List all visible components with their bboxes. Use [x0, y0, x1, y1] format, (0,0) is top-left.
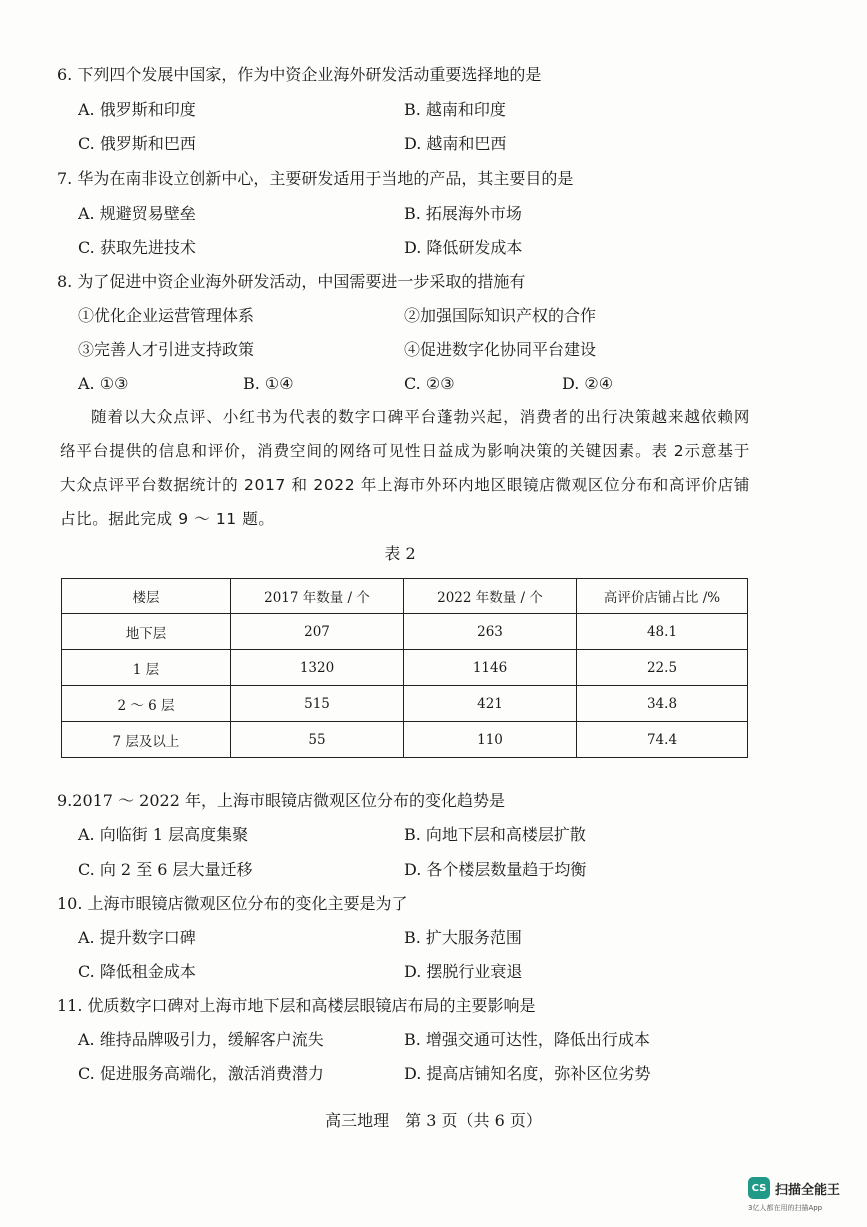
- table-header-cell: 楼层: [62, 579, 231, 614]
- scanner-badge: [748, 1177, 840, 1199]
- passage-line-4: 高评价店铺占比。据此完成 9 ～ 11 题。: [60, 476, 750, 528]
- question-7-option-b: B. 拓展海外市场: [404, 204, 522, 223]
- table-cell: 421: [404, 686, 577, 722]
- table-cell: 7 层及以上: [62, 722, 231, 758]
- table-cell: 207: [231, 614, 404, 650]
- table-row: [62, 686, 748, 722]
- table-cell: 地下层: [62, 614, 231, 650]
- question-9-option-b: B. 向地下层和高楼层扩散: [404, 825, 586, 844]
- question-8-option-d: D. ②④: [562, 374, 614, 393]
- passage-line-3: 示意基于大众点评平台数据统计的 2017 和 2022 年上海市外环内地区眼镜店微观区位分布和: [60, 442, 750, 494]
- question-8-statement-1: ①优化企业运营管理体系: [78, 306, 255, 325]
- question-6-stem: 6. 下列四个发展中国家，作为中资企业海外研发活动重要选择地的是: [57, 65, 542, 84]
- passage-line-2: 赖网络平台提供的信息和评价，消费空间的网络可见性日益成为影响决策的关键因素。表 2: [60, 408, 750, 460]
- camscanner-logo-icon: CS: [748, 1177, 770, 1199]
- question-11-option-d: D. 提高店铺知名度，弥补区位劣势: [404, 1064, 651, 1083]
- question-8-option-c: C. ②③: [404, 374, 455, 393]
- question-9-stem: 9.2017 ～ 2022 年，上海市眼镜店微观区位分布的变化趋势是: [57, 791, 505, 810]
- table-cell: 1146: [404, 650, 577, 686]
- table-caption: 表 2: [384, 544, 416, 563]
- question-10-option-c: C. 降低租金成本: [78, 962, 196, 981]
- question-10-stem: 10. 上海市眼镜店微观区位分布的变化主要是为了: [57, 894, 408, 913]
- table-cell: 55: [231, 722, 404, 758]
- scanner-app-name: 扫描全能王: [775, 1182, 841, 1198]
- table-row: [62, 650, 748, 686]
- question-8-stem: 8. 为了促进中资企业海外研发活动，中国需要进一步采取的措施有: [57, 272, 526, 291]
- question-7-option-a: A. 规避贸易壁垒: [78, 204, 196, 223]
- question-10-option-d: D. 摆脱行业衰退: [404, 962, 523, 981]
- passage-line-1: 随着以大众点评、小红书为代表的数字口碑平台蓬勃兴起，消费者的出行决策越来越依: [91, 408, 718, 426]
- question-6-option-d: D. 越南和巴西: [404, 134, 507, 153]
- scanner-tagline: 3亿人都在用的扫描App: [748, 1204, 823, 1212]
- passage: [60, 400, 750, 536]
- page-footer: 高三地理 第 3 页（共 6 页）: [325, 1111, 542, 1130]
- table-header-row: [62, 579, 748, 614]
- question-9-option-a: A. 向临街 1 层高度集聚: [78, 825, 249, 844]
- table-cell: 1 层: [62, 650, 231, 686]
- question-8-statement-4: ④促进数字化协同平台建设: [404, 340, 597, 359]
- table-cell: 48.1: [577, 614, 748, 650]
- table-cell: 110: [404, 722, 577, 758]
- table-cell: 34.8: [577, 686, 748, 722]
- question-10-option-b: B. 扩大服务范围: [404, 928, 522, 947]
- question-11-option-a: A. 维持品牌吸引力，缓解客户流失: [78, 1030, 324, 1049]
- question-9-option-c: C. 向 2 至 6 层大量迁移: [78, 860, 253, 879]
- question-8-statement-3: ③完善人才引进支持政策: [78, 340, 255, 359]
- table-cell: 22.5: [577, 650, 748, 686]
- question-8-statement-2: ②加强国际知识产权的合作: [404, 306, 597, 325]
- data-table: [61, 578, 748, 758]
- table-header-cell: 2022 年数量 / 个: [404, 579, 577, 614]
- question-10-option-a: A. 提升数字口碑: [78, 928, 196, 947]
- question-11-stem: 11. 优质数字口碑对上海市地下层和高楼层眼镜店布局的主要影响是: [57, 996, 536, 1015]
- question-6-option-c: C. 俄罗斯和巴西: [78, 134, 196, 153]
- table-row: [62, 614, 748, 650]
- question-7-option-d: D. 降低研发成本: [404, 238, 523, 257]
- table-cell: 2 ～ 6 层: [62, 686, 231, 722]
- table-header-cell: 高评价店铺占比 /%: [577, 579, 748, 614]
- question-8-option-b: B. ①④: [243, 374, 294, 393]
- question-9-option-d: D. 各个楼层数量趋于均衡: [404, 860, 587, 879]
- table-cell: 515: [231, 686, 404, 722]
- table-cell: 74.4: [577, 722, 748, 758]
- question-8-option-a: A. ①③: [78, 374, 129, 393]
- table-header-cell: 2017 年数量 / 个: [231, 579, 404, 614]
- question-11-option-c: C. 促进服务高端化，激活消费潜力: [78, 1064, 324, 1083]
- table-row: [62, 722, 748, 758]
- question-6-option-a: A. 俄罗斯和印度: [78, 100, 196, 119]
- table-cell: 263: [404, 614, 577, 650]
- question-6-option-b: B. 越南和印度: [404, 100, 506, 119]
- question-7-option-c: C. 获取先进技术: [78, 238, 196, 257]
- table-cell: 1320: [231, 650, 404, 686]
- question-11-option-b: B. 增强交通可达性，降低出行成本: [404, 1030, 650, 1049]
- question-7-stem: 7. 华为在南非设立创新中心，主要研发适用于当地的产品，其主要目的是: [57, 169, 574, 188]
